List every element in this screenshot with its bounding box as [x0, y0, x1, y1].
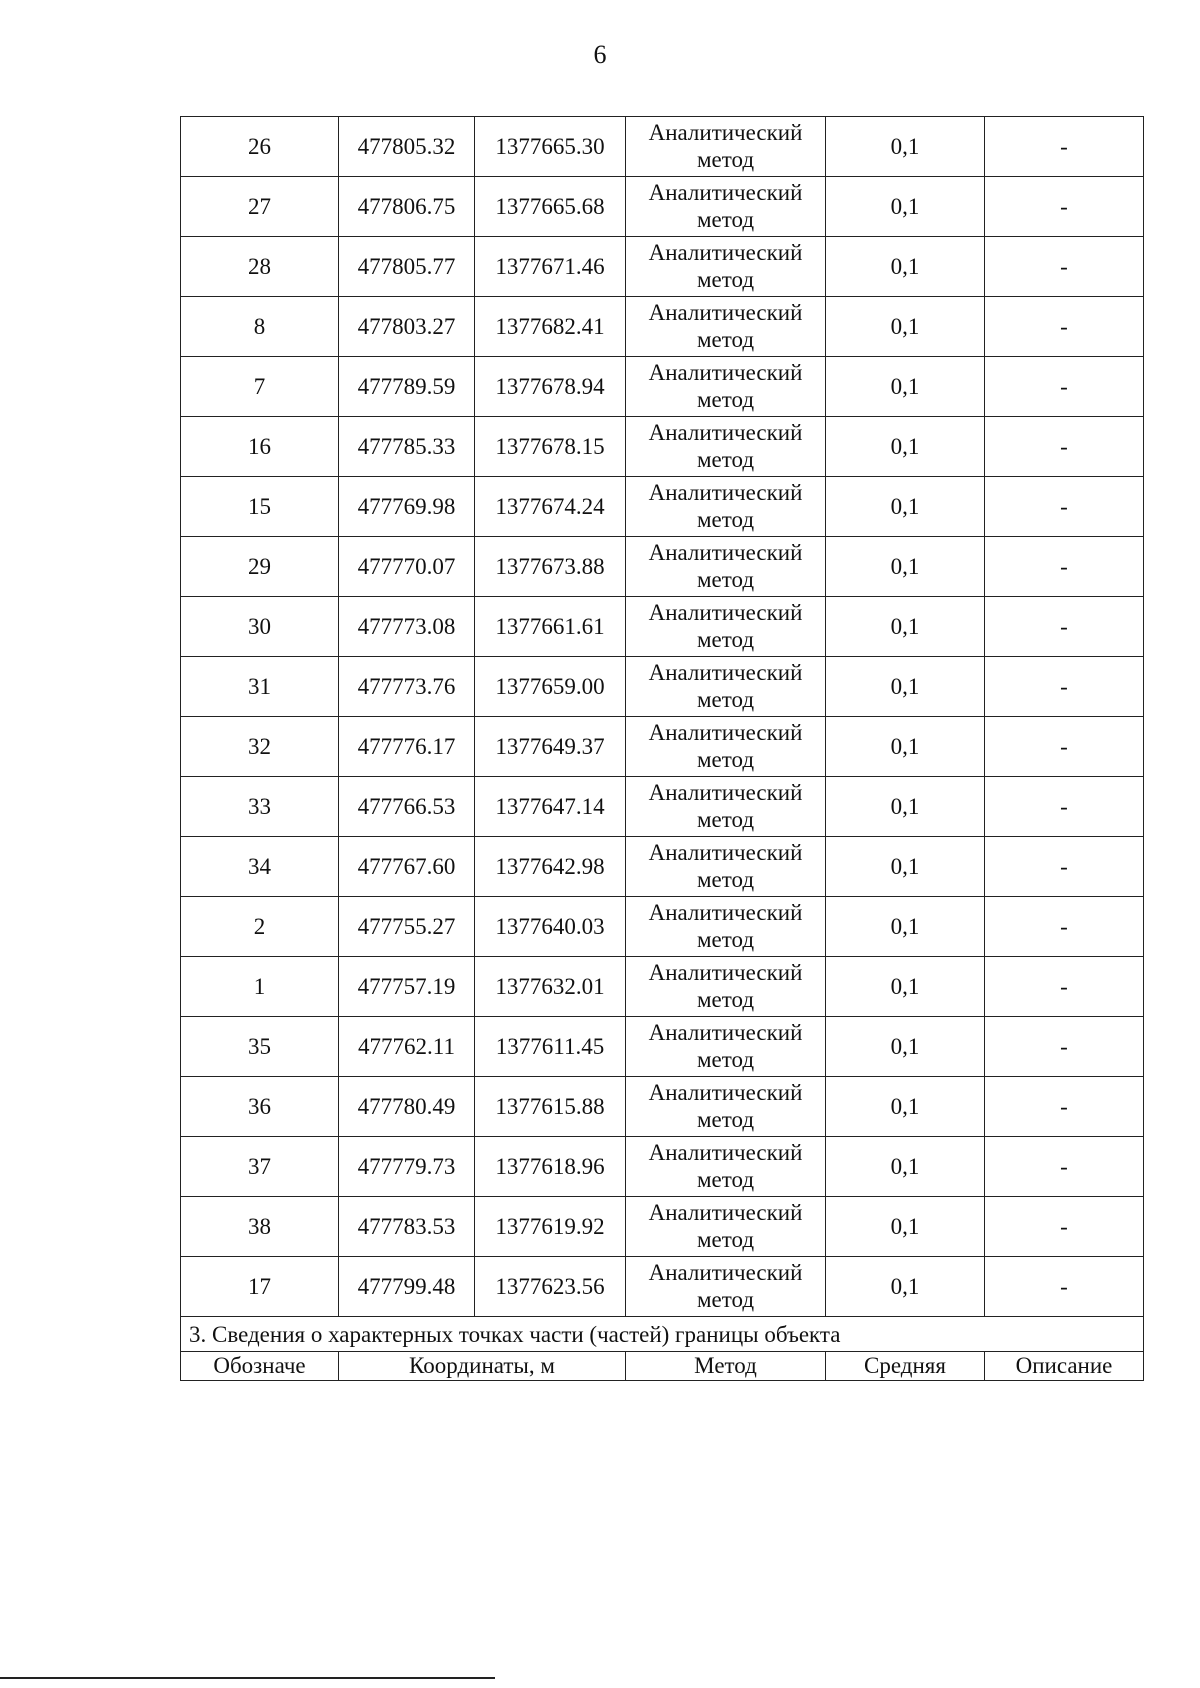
coordinates-table-container [180, 116, 1143, 1381]
y-coordinate-cell: 1377659.00 [475, 657, 626, 717]
point-cell: 8 [181, 297, 339, 357]
x-coordinate-cell: 477779.73 [339, 1137, 475, 1197]
y-coordinate-cell: 1377674.24 [475, 477, 626, 537]
point-cell: 35 [181, 1017, 339, 1077]
x-coordinate-cell: 477762.11 [339, 1017, 475, 1077]
accuracy-cell: 0,1 [826, 117, 985, 177]
table-row [181, 1197, 1144, 1257]
y-coordinate-cell: 1377611.45 [475, 1017, 626, 1077]
accuracy-cell: 0,1 [826, 237, 985, 297]
description-cell: - [985, 777, 1144, 837]
table-row [181, 1257, 1144, 1317]
method-cell [626, 657, 826, 717]
method-line-1: Аналитический [648, 779, 803, 805]
method-cell [626, 1017, 826, 1077]
method-line-2: метод [696, 386, 755, 412]
header-row [181, 1352, 1144, 1381]
method-cell [626, 1197, 826, 1257]
point-cell: 28 [181, 237, 339, 297]
method-line-2: метод [696, 446, 755, 472]
point-cell: 37 [181, 1137, 339, 1197]
table-row [181, 537, 1144, 597]
point-cell: 15 [181, 477, 339, 537]
point-cell: 2 [181, 897, 339, 957]
description-cell: - [985, 417, 1144, 477]
method-cell [626, 297, 826, 357]
method-cell [626, 897, 826, 957]
table-row [181, 417, 1144, 477]
description-cell: - [985, 1257, 1144, 1317]
x-coordinate-cell: 477757.19 [339, 957, 475, 1017]
method-line-2: метод [696, 686, 755, 712]
method-cell [626, 957, 826, 1017]
method-cell [626, 537, 826, 597]
header-description: Описание [985, 1352, 1144, 1381]
x-coordinate-cell: 477773.08 [339, 597, 475, 657]
x-coordinate-cell: 477773.76 [339, 657, 475, 717]
accuracy-cell: 0,1 [826, 1077, 985, 1137]
table-row [181, 1077, 1144, 1137]
method-line-2: метод [696, 206, 755, 232]
description-cell: - [985, 1017, 1144, 1077]
point-cell: 16 [181, 417, 339, 477]
table-body [181, 117, 1144, 1317]
method-line-1: Аналитический [648, 1079, 803, 1105]
x-coordinate-cell: 477806.75 [339, 177, 475, 237]
y-coordinate-cell: 1377665.30 [475, 117, 626, 177]
y-coordinate-cell: 1377647.14 [475, 777, 626, 837]
method-line-1: Аналитический [648, 479, 803, 505]
point-cell: 33 [181, 777, 339, 837]
section-title: 3. Сведения о характерных точках части (частей) границы объекта [181, 1317, 1144, 1352]
y-coordinate-cell: 1377623.56 [475, 1257, 626, 1317]
method-line-1: Аналитический [648, 1259, 803, 1285]
method-line-1: Аналитический [648, 299, 803, 325]
method-line-2: метод [696, 1286, 755, 1312]
description-cell: - [985, 537, 1144, 597]
point-cell: 32 [181, 717, 339, 777]
point-cell: 34 [181, 837, 339, 897]
point-cell: 36 [181, 1077, 339, 1137]
y-coordinate-cell: 1377632.01 [475, 957, 626, 1017]
x-coordinate-cell: 477803.27 [339, 297, 475, 357]
method-line-1: Аналитический [648, 959, 803, 985]
y-coordinate-cell: 1377661.61 [475, 597, 626, 657]
accuracy-cell: 0,1 [826, 837, 985, 897]
table-row [181, 657, 1144, 717]
accuracy-cell: 0,1 [826, 177, 985, 237]
point-cell: 30 [181, 597, 339, 657]
table-row [181, 1137, 1144, 1197]
method-line-2: метод [696, 326, 755, 352]
point-cell: 26 [181, 117, 339, 177]
accuracy-cell: 0,1 [826, 537, 985, 597]
method-cell [626, 177, 826, 237]
method-line-2: метод [696, 866, 755, 892]
method-line-1: Аналитический [648, 599, 803, 625]
method-line-2: метод [696, 986, 755, 1012]
method-line-1: Аналитический [648, 359, 803, 385]
description-cell: - [985, 957, 1144, 1017]
point-cell: 1 [181, 957, 339, 1017]
table-row [181, 357, 1144, 417]
method-line-1: Аналитический [648, 1199, 803, 1225]
y-coordinate-cell: 1377618.96 [475, 1137, 626, 1197]
method-line-2: метод [696, 626, 755, 652]
accuracy-cell: 0,1 [826, 357, 985, 417]
table-row [181, 597, 1144, 657]
table-row [181, 297, 1144, 357]
header-accuracy: Средняя [826, 1352, 985, 1381]
table-row [181, 477, 1144, 537]
description-cell: - [985, 837, 1144, 897]
y-coordinate-cell: 1377678.94 [475, 357, 626, 417]
point-cell: 29 [181, 537, 339, 597]
method-line-2: метод [696, 146, 755, 172]
method-line-2: метод [696, 266, 755, 292]
accuracy-cell: 0,1 [826, 777, 985, 837]
y-coordinate-cell: 1377673.88 [475, 537, 626, 597]
y-coordinate-cell: 1377678.15 [475, 417, 626, 477]
table-row [181, 957, 1144, 1017]
point-cell: 27 [181, 177, 339, 237]
table-row [181, 237, 1144, 297]
method-line-1: Аналитический [648, 1019, 803, 1045]
table-row [181, 117, 1144, 177]
method-line-2: метод [696, 1106, 755, 1132]
description-cell: - [985, 117, 1144, 177]
method-cell [626, 477, 826, 537]
method-cell [626, 357, 826, 417]
x-coordinate-cell: 477783.53 [339, 1197, 475, 1257]
method-cell [626, 117, 826, 177]
point-cell: 7 [181, 357, 339, 417]
table-row [181, 717, 1144, 777]
header-designation: Обозначе [181, 1352, 339, 1381]
x-coordinate-cell: 477769.98 [339, 477, 475, 537]
method-line-2: метод [696, 1166, 755, 1192]
y-coordinate-cell: 1377671.46 [475, 237, 626, 297]
accuracy-cell: 0,1 [826, 417, 985, 477]
x-coordinate-cell: 477789.59 [339, 357, 475, 417]
method-cell [626, 1137, 826, 1197]
method-line-2: метод [696, 506, 755, 532]
method-cell [626, 717, 826, 777]
x-coordinate-cell: 477805.77 [339, 237, 475, 297]
description-cell: - [985, 717, 1144, 777]
description-cell: - [985, 357, 1144, 417]
method-cell [626, 837, 826, 897]
method-cell [626, 1257, 826, 1317]
description-cell: - [985, 597, 1144, 657]
y-coordinate-cell: 1377649.37 [475, 717, 626, 777]
accuracy-cell: 0,1 [826, 1257, 985, 1317]
x-coordinate-cell: 477776.17 [339, 717, 475, 777]
method-line-1: Аналитический [648, 899, 803, 925]
footnote-separator [0, 1677, 495, 1679]
x-coordinate-cell: 477766.53 [339, 777, 475, 837]
method-line-1: Аналитический [648, 539, 803, 565]
description-cell: - [985, 657, 1144, 717]
description-cell: - [985, 1077, 1144, 1137]
x-coordinate-cell: 477805.32 [339, 117, 475, 177]
page-number: 6 [593, 40, 607, 69]
method-line-2: метод [696, 746, 755, 772]
method-line-1: Аналитический [648, 239, 803, 265]
method-line-2: метод [696, 806, 755, 832]
section-row [181, 1317, 1144, 1352]
table-row [181, 777, 1144, 837]
x-coordinate-cell: 477780.49 [339, 1077, 475, 1137]
y-coordinate-cell: 1377642.98 [475, 837, 626, 897]
method-cell [626, 597, 826, 657]
point-cell: 31 [181, 657, 339, 717]
y-coordinate-cell: 1377682.41 [475, 297, 626, 357]
point-cell: 38 [181, 1197, 339, 1257]
coordinates-table [180, 116, 1144, 1381]
x-coordinate-cell: 477770.07 [339, 537, 475, 597]
method-line-2: метод [696, 926, 755, 952]
method-line-1: Аналитический [648, 719, 803, 745]
method-line-1: Аналитический [648, 179, 803, 205]
accuracy-cell: 0,1 [826, 717, 985, 777]
table-row [181, 1017, 1144, 1077]
accuracy-cell: 0,1 [826, 1197, 985, 1257]
method-line-1: Аналитический [648, 1139, 803, 1165]
header-coordinates: Координаты, м [339, 1352, 626, 1381]
method-line-1: Аналитический [648, 119, 803, 145]
accuracy-cell: 0,1 [826, 297, 985, 357]
method-line-1: Аналитический [648, 419, 803, 445]
table-row [181, 897, 1144, 957]
header-method: Метод [626, 1352, 826, 1381]
accuracy-cell: 0,1 [826, 957, 985, 1017]
accuracy-cell: 0,1 [826, 477, 985, 537]
point-cell: 17 [181, 1257, 339, 1317]
accuracy-cell: 0,1 [826, 1137, 985, 1197]
y-coordinate-cell: 1377615.88 [475, 1077, 626, 1137]
method-cell [626, 417, 826, 477]
method-cell [626, 1077, 826, 1137]
method-line-1: Аналитический [648, 659, 803, 685]
method-line-2: метод [696, 1046, 755, 1072]
accuracy-cell: 0,1 [826, 657, 985, 717]
y-coordinate-cell: 1377619.92 [475, 1197, 626, 1257]
table-row [181, 177, 1144, 237]
accuracy-cell: 0,1 [826, 897, 985, 957]
method-line-2: метод [696, 1226, 755, 1252]
table-row [181, 837, 1144, 897]
x-coordinate-cell: 477785.33 [339, 417, 475, 477]
description-cell: - [985, 897, 1144, 957]
description-cell: - [985, 1137, 1144, 1197]
y-coordinate-cell: 1377665.68 [475, 177, 626, 237]
description-cell: - [985, 177, 1144, 237]
x-coordinate-cell: 477767.60 [339, 837, 475, 897]
description-cell: - [985, 237, 1144, 297]
method-cell [626, 777, 826, 837]
y-coordinate-cell: 1377640.03 [475, 897, 626, 957]
accuracy-cell: 0,1 [826, 1017, 985, 1077]
accuracy-cell: 0,1 [826, 597, 985, 657]
method-line-1: Аналитический [648, 839, 803, 865]
x-coordinate-cell: 477799.48 [339, 1257, 475, 1317]
description-cell: - [985, 297, 1144, 357]
x-coordinate-cell: 477755.27 [339, 897, 475, 957]
method-line-2: метод [696, 566, 755, 592]
method-cell [626, 237, 826, 297]
description-cell: - [985, 477, 1144, 537]
description-cell: - [985, 1197, 1144, 1257]
